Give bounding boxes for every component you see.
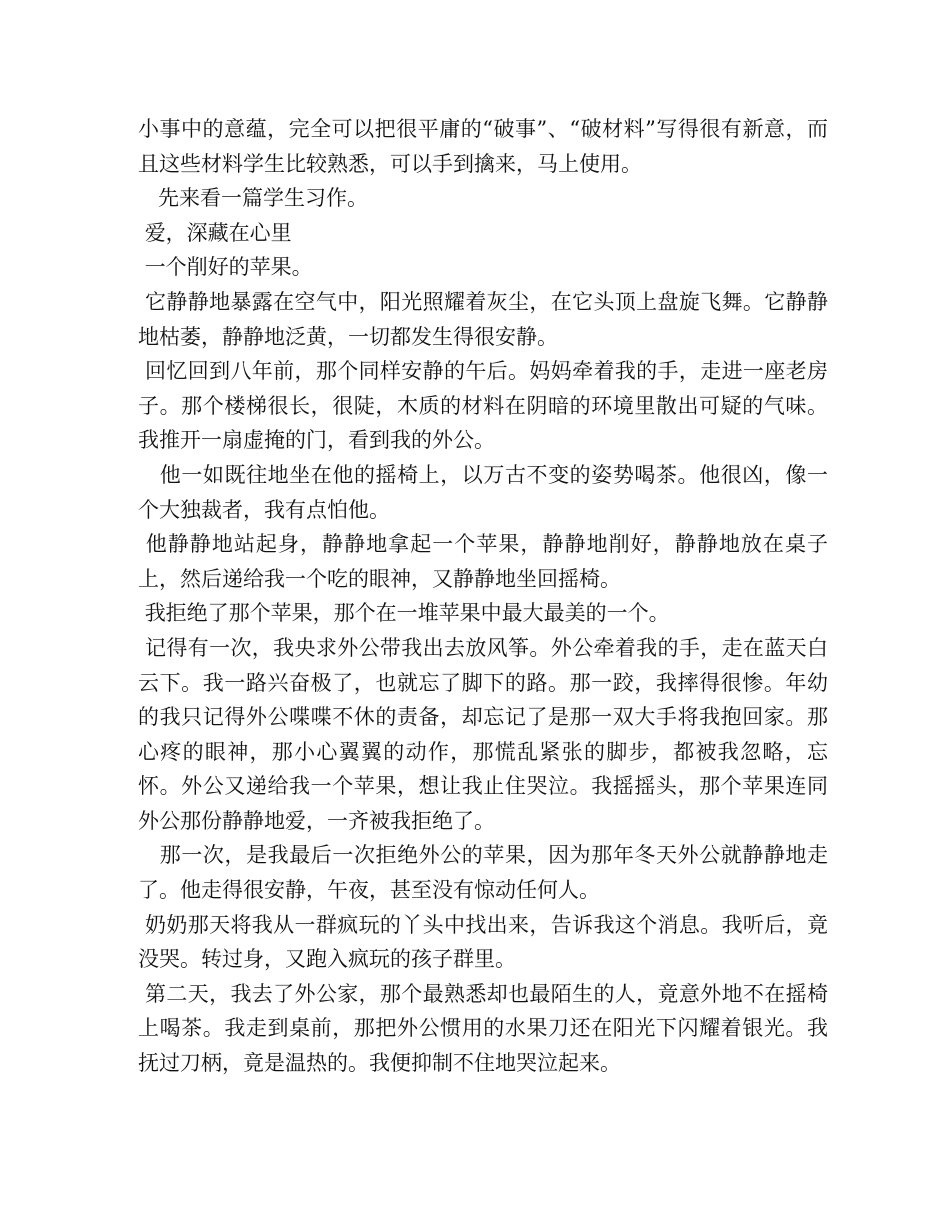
paragraph: 小事中的意蕴，完全可以把很平庸的“破事”、“破材料”写得很有新意，而且这些材料学生比较熟悉，可以手到擒来，马上使用。	[138, 117, 828, 176]
paragraph: 它静静地暴露在空气中，阳光照耀着灰尘，在它头顶上盘旋飞舞。它静静地枯萎，静静地泛黄，一切都发生得很安静。	[138, 289, 828, 349]
paragraph: 记得有一次，我央求外公带我出去放风筝。外公牵着我的手，走在蓝天白云下。我一路兴奋极了，也就忘了脚下的路。那一跤，我摔得很惨。年幼的我只记得外公喋喋不休的责备，却忘记了是那一双大手将我抱回家。那心疼的眼神，那小心翼翼的动作，那慌乱紧张的脚步，都被我忽略，忘怀。外公又递给我一个苹果，想让我止住哭泣。我摇摇头，那个苹果连同外公那份静静地爱，一齐被我拒绝了。	[138, 635, 828, 833]
paragraph: 第二天，我去了外公家，那个最熟悉却也最陌生的人，竟意外地不在摇椅上喝茶。我走到桌前，那把外公惯用的水果刀还在阳光下闪耀着银光。我抚过刀柄，竟是温热的。我便抑制不住地哭泣起来。	[138, 981, 828, 1076]
paragraph: 奶奶那天将我从一群疯玩的丫头中找出来，告诉我这个消息。我听后，竟没哭。转过身，又跑入疯玩的孩子群里。	[138, 912, 828, 972]
paragraph: 他静静地站起身，静静地拿起一个苹果，静静地削好，静静地放在桌子上，然后递给我一个吃的眼神，又静静地坐回摇椅。	[138, 532, 828, 591]
paragraph: 先来看一篇学生习作。	[138, 186, 369, 211]
paragraph: 我拒绝了那个苹果，那个在一堆苹果中最大最美的一个。	[138, 601, 670, 626]
paragraph: 一个削好的苹果。	[138, 255, 313, 280]
paragraph: 那一次，是我最后一次拒绝外公的苹果，因为那年冬天外公就静静地走了。他走得很安静，午夜，甚至没有惊动任何人。	[138, 843, 829, 903]
paragraph: 他一如既往地坐在他的摇椅上，以万古不变的姿势喝茶。他很凶，像一个大独裁者，我有点怕他。	[138, 462, 829, 522]
paragraph: 回忆回到八年前，那个同样安静的午后。妈妈牵着我的手，走进一座老房子。那个楼梯很长，很陡，木质的材料在阴暗的环境里散出可疑的气味。我推开一扇虚掩的门，看到我的外公。	[138, 359, 828, 453]
document-body	[138, 112, 828, 1081]
essay-title: 爱，深藏在心里	[138, 220, 292, 245]
